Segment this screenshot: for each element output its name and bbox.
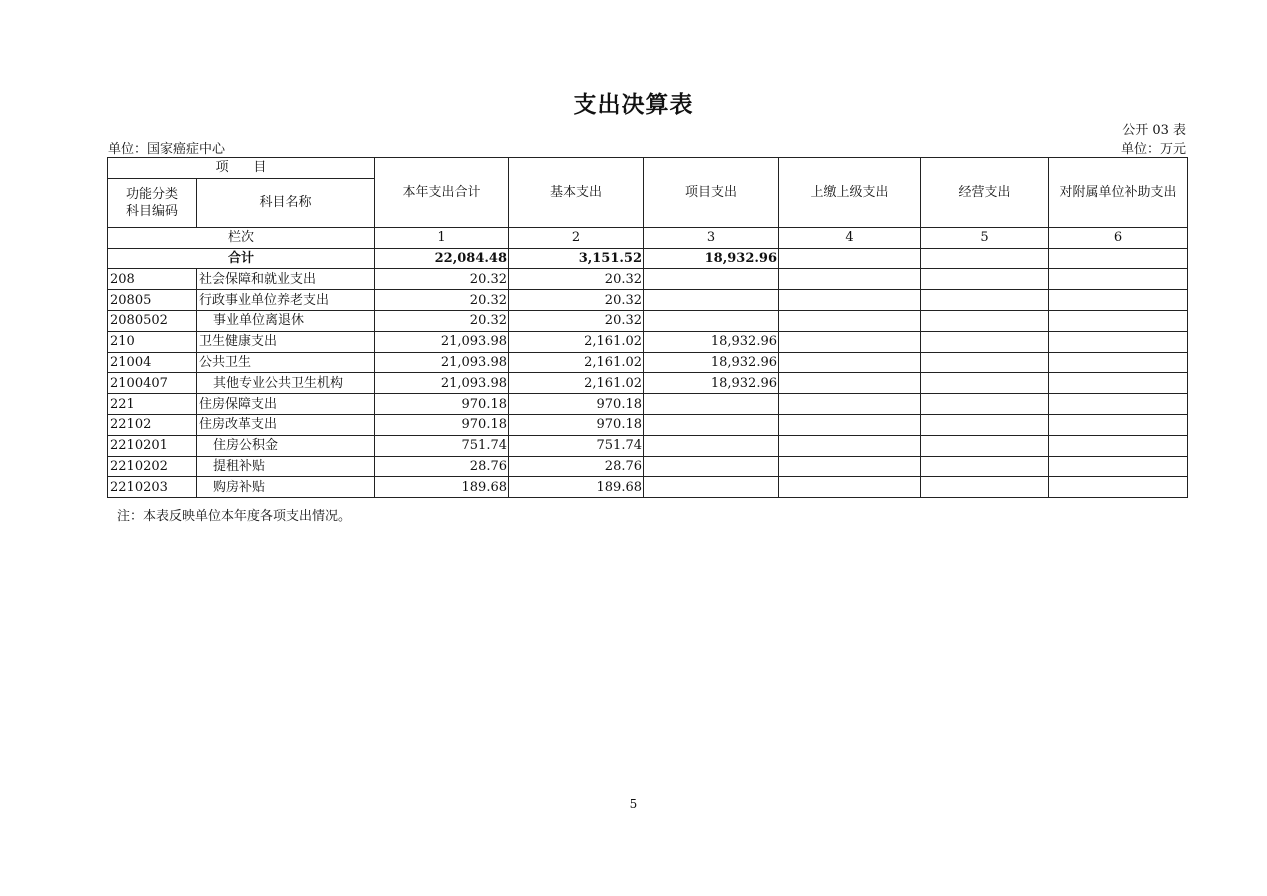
header-col-4: 上缴上级支出 [779,158,921,228]
row-value [1049,394,1188,415]
row-code: 208 [108,269,197,290]
row-value [779,290,921,311]
row-value [779,477,921,498]
row-value: 970.18 [509,394,644,415]
row-value [1049,477,1188,498]
row-value: 18,932.96 [644,373,779,394]
row-value [921,373,1049,394]
expenditure-table [107,157,1188,498]
row-value [779,352,921,373]
header-code: 功能分类 科目编码 [108,178,197,227]
header-item: 项 目 [108,158,375,179]
row-value: 970.18 [509,414,644,435]
header-col-2: 基本支出 [509,158,644,228]
header-col-5: 经营支出 [921,158,1049,228]
row-value [644,269,779,290]
row-name: 社会保障和就业支出 [197,269,375,290]
row-value [644,456,779,477]
total-row [108,248,1188,269]
row-value [921,352,1049,373]
row-code: 221 [108,394,197,415]
row-value: 28.76 [375,456,509,477]
row-code: 2210201 [108,435,197,456]
row-value [921,290,1049,311]
header-name: 科目名称 [197,178,375,227]
row-value: 2,161.02 [509,352,644,373]
row-value [921,477,1049,498]
row-value [779,414,921,435]
table-row [108,394,1188,415]
total-value: 22,084.48 [375,248,509,269]
row-value: 28.76 [509,456,644,477]
row-value: 189.68 [375,477,509,498]
header-row-1 [108,158,1188,179]
row-name: 其他专业公共卫生机构 [197,373,375,394]
row-name: 卫生健康支出 [197,331,375,352]
row-value: 20.32 [509,310,644,331]
header-col-6: 对附属单位补助支出 [1049,158,1188,228]
row-value: 21,093.98 [375,352,509,373]
row-code: 2210203 [108,477,197,498]
lanci-2: 2 [509,227,644,248]
table-row [108,477,1188,498]
lanci-6: 6 [1049,227,1188,248]
row-value [779,394,921,415]
row-value: 21,093.98 [375,331,509,352]
row-value: 18,932.96 [644,331,779,352]
row-code: 2210202 [108,456,197,477]
row-value [1049,331,1188,352]
total-value: 3,151.52 [509,248,644,269]
row-value [1049,456,1188,477]
row-code: 20805 [108,290,197,311]
lanci-label: 栏次 [108,227,375,248]
row-value [779,373,921,394]
row-name: 住房公积金 [197,435,375,456]
row-value: 751.74 [509,435,644,456]
row-name: 住房改革支出 [197,414,375,435]
table-row [108,290,1188,311]
table-row [108,414,1188,435]
row-value: 18,932.96 [644,352,779,373]
row-code: 21004 [108,352,197,373]
row-value [1049,414,1188,435]
row-value [921,456,1049,477]
row-value: 970.18 [375,414,509,435]
row-value: 20.32 [375,290,509,311]
header-col-3: 项目支出 [644,158,779,228]
table-row [108,373,1188,394]
row-code: 210 [108,331,197,352]
row-name: 行政事业单位养老支出 [197,290,375,311]
row-value: 20.32 [375,310,509,331]
page-number: 5 [629,797,638,811]
header-col-1: 本年支出合计 [375,158,509,228]
table-row [108,352,1188,373]
row-value [779,331,921,352]
table-note: 注：本表反映单位本年度各项支出情况。 [117,509,352,524]
row-value [921,310,1049,331]
total-value [779,248,921,269]
total-label: 合计 [108,248,375,269]
row-value: 970.18 [375,394,509,415]
row-code: 22102 [108,414,197,435]
row-name: 提租补贴 [197,456,375,477]
row-value [644,394,779,415]
row-value: 189.68 [509,477,644,498]
lanci-4: 4 [779,227,921,248]
row-code: 2100407 [108,373,197,394]
total-value [1049,248,1188,269]
table-row [108,269,1188,290]
row-value: 20.32 [375,269,509,290]
row-code: 2080502 [108,310,197,331]
lanci-5: 5 [921,227,1049,248]
form-number: 公开 03 表 [1122,123,1186,138]
row-name: 住房保障支出 [197,394,375,415]
row-value [921,394,1049,415]
row-value: 20.32 [509,269,644,290]
row-name: 公共卫生 [197,352,375,373]
row-value: 21,093.98 [375,373,509,394]
row-value [1049,290,1188,311]
row-value [644,414,779,435]
row-value [644,310,779,331]
table-row [108,435,1188,456]
row-value [644,477,779,498]
lanci-row [108,227,1188,248]
row-value: 751.74 [375,435,509,456]
row-value [1049,435,1188,456]
row-value [1049,310,1188,331]
row-value [779,456,921,477]
row-value [1049,373,1188,394]
row-value [921,414,1049,435]
row-value: 2,161.02 [509,331,644,352]
row-value [644,435,779,456]
row-name: 购房补贴 [197,477,375,498]
table-row [108,310,1188,331]
row-value [644,290,779,311]
unit-organization: 单位：国家癌症中心 [108,142,226,157]
lanci-1: 1 [375,227,509,248]
row-value: 20.32 [509,290,644,311]
table-row [108,331,1188,352]
row-value [1049,269,1188,290]
table-row [108,456,1188,477]
lanci-3: 3 [644,227,779,248]
row-value [1049,352,1188,373]
row-value: 2,161.02 [509,373,644,394]
unit-currency: 单位：万元 [1120,142,1186,157]
row-name: 事业单位离退休 [197,310,375,331]
row-value [779,310,921,331]
total-value [921,248,1049,269]
row-value [779,269,921,290]
total-value: 18,932.96 [644,248,779,269]
row-value [921,435,1049,456]
row-value [921,269,1049,290]
page-title: 支出决算表 [573,92,694,118]
row-value [779,435,921,456]
row-value [921,331,1049,352]
